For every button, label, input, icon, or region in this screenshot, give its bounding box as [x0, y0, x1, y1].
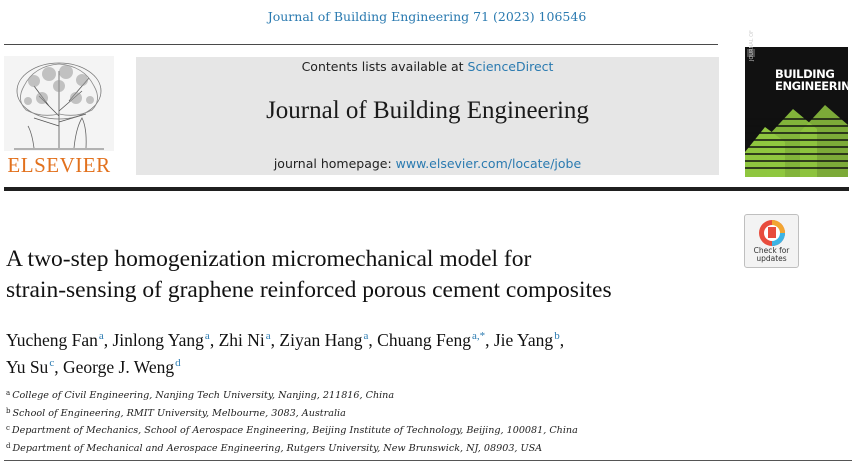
affiliation-text: Department of Mechanical and Aerospace Engineering, Rutgers University, New Brunswick, NJ, 08903, USA [12, 442, 543, 454]
author-separator: , [270, 330, 280, 350]
author-list [6, 325, 746, 379]
contents-line [136, 59, 719, 74]
author-name[interactable]: Ziyan Hang [279, 330, 363, 350]
check-updates-label [745, 247, 798, 263]
affiliation-mark: b [6, 406, 11, 415]
bottom-divider [4, 460, 852, 461]
affiliation-text: Department of Mechanics, School of Aerospace Engineering, Beijing Institute of Technology, Beijing, 100081, China [11, 425, 578, 436]
header-divider [4, 44, 718, 45]
author-affiliation-mark[interactable]: a [98, 330, 104, 342]
affiliation-item [6, 439, 706, 457]
check-for-updates-button[interactable] [744, 214, 799, 268]
author-name[interactable]: Chuang Feng [377, 330, 471, 350]
author-separator: , [559, 330, 565, 350]
affiliation-mark: a [6, 389, 11, 397]
author-affiliation-mark[interactable]: c [49, 357, 55, 369]
author-line-1 [6, 325, 746, 352]
article-title-line1: A two-step homogenization micromechanical model for [6, 246, 532, 272]
affiliation-mark: d [6, 441, 11, 450]
check-updates-line2: updates [756, 254, 787, 263]
affiliation-list [6, 386, 706, 456]
author-affiliation-mark[interactable]: b [554, 330, 560, 342]
author-separator: , [485, 330, 494, 350]
author-name[interactable]: Jinlong Yang [112, 330, 204, 350]
journal-title: Journal of Building Engineering [266, 97, 589, 124]
homepage-line [136, 156, 719, 171]
author-name[interactable]: Zhi Ni [218, 330, 265, 350]
author-affiliation-mark[interactable]: a,* [471, 330, 486, 342]
author-separator: , [368, 330, 378, 350]
affiliation-item [6, 404, 706, 422]
cover-title [775, 67, 859, 93]
check-updates-icon [757, 218, 787, 248]
homepage-link[interactable]: www.elsevier.com/locate/jobe [395, 156, 582, 171]
author-name[interactable]: George J. Weng [62, 357, 175, 377]
affiliation-item [6, 421, 706, 439]
author-line-2 [6, 352, 746, 379]
elsevier-wordmark[interactable]: ELSEVIER [7, 153, 111, 177]
author-name[interactable]: Yu Su [6, 357, 49, 377]
journal-banner [136, 57, 719, 175]
affiliation-item [6, 386, 706, 404]
author-affiliation-mark[interactable]: a [265, 330, 271, 342]
author-name[interactable]: Jie Yang [493, 330, 554, 350]
check-updates-line1: Check for [753, 246, 790, 255]
author-affiliation-mark[interactable]: a [204, 330, 210, 342]
affiliation-text: School of Engineering, RMIT University, Melbourne, 3083, Australia [12, 407, 346, 419]
author-separator: , [103, 330, 113, 350]
journal-citation[interactable]: Journal of Building Engineering 71 (2023) 106546 [267, 9, 587, 24]
cover-small-text: JOURNAL OF [749, 30, 755, 61]
cover-title-line2: ENGINEERING [775, 79, 859, 93]
author-separator: , [209, 330, 219, 350]
author-name[interactable]: Yucheng Fan [6, 330, 98, 350]
contents-prefix: Contents lists available at [301, 59, 468, 74]
affiliation-text: College of Civil Engineering, Nanjing Tech University, Nanjing, 211816, China [12, 390, 395, 401]
article-title [6, 244, 726, 306]
cover-title-line1: BUILDING [775, 67, 835, 81]
author-affiliation-mark[interactable]: a [363, 330, 369, 342]
affiliation-mark: c [6, 424, 10, 432]
author-affiliation-mark[interactable]: d [175, 357, 181, 369]
author-separator: , [54, 357, 63, 377]
header-thick-divider [4, 187, 849, 191]
homepage-prefix: journal homepage: [273, 156, 396, 171]
journal-cover-image[interactable] [745, 30, 859, 177]
article-title-line2: strain-sensing of graphene reinforced porous cement composites [6, 277, 612, 303]
sciencedirect-link[interactable]: ScienceDirect [467, 59, 554, 74]
